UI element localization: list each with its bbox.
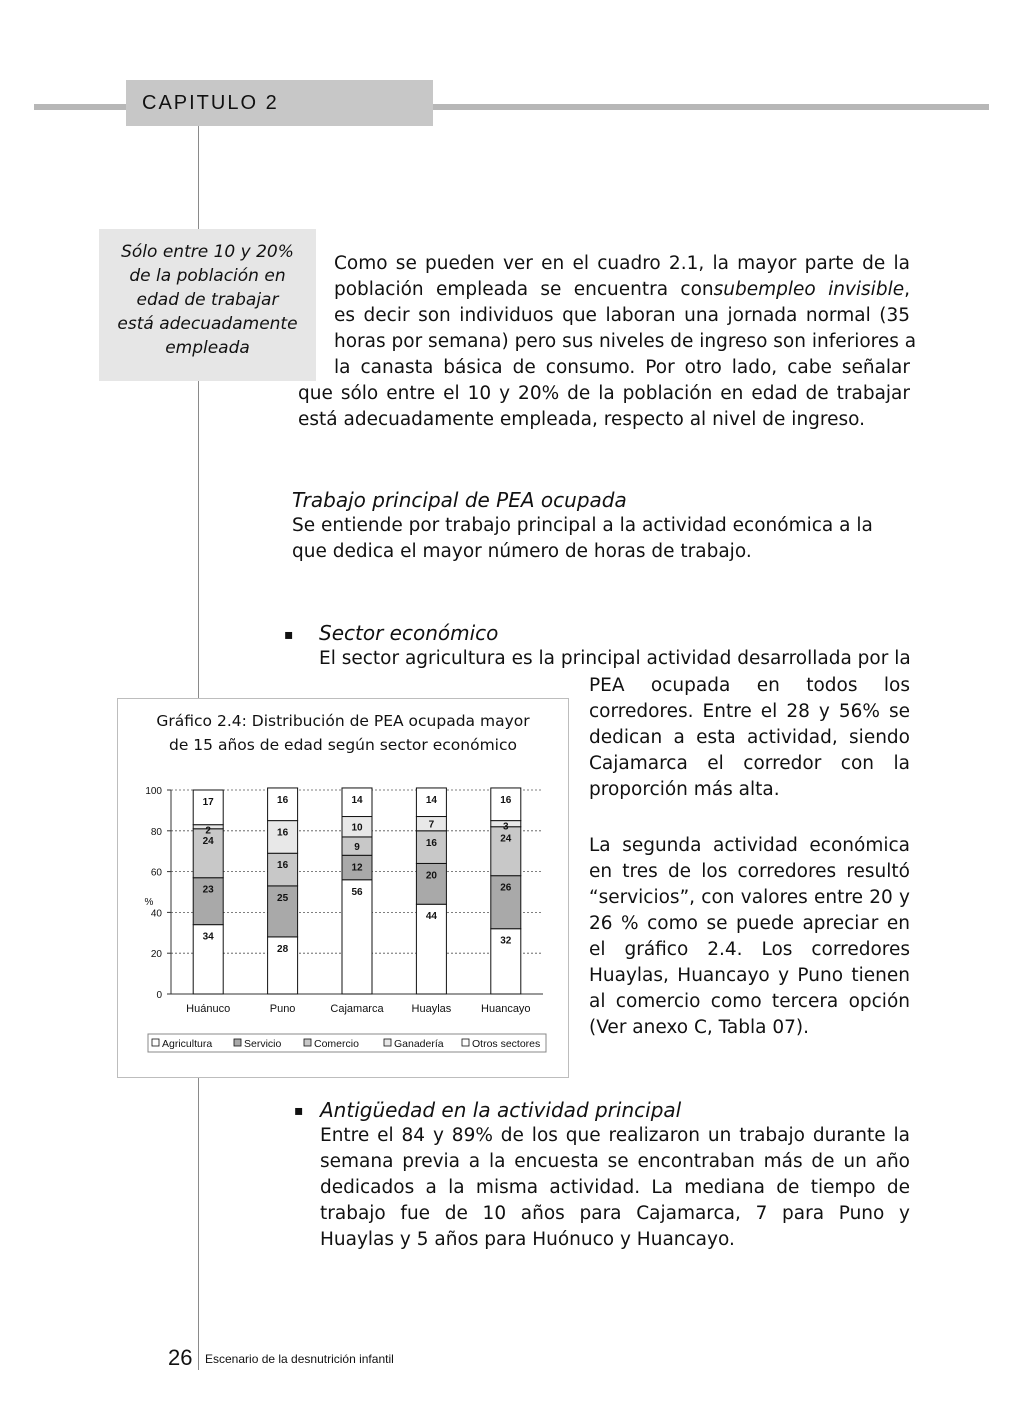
- sidebar-note-line: Sólo entre 10 y 20%: [121, 242, 294, 262]
- footer-title: Escenario de la desnutrición infantil: [205, 1352, 394, 1366]
- x-tick-label: Huaylas: [411, 1003, 452, 1015]
- section-heading: Sector económico: [319, 621, 499, 645]
- legend-label: Comercio: [314, 1038, 359, 1050]
- sector-line: dedican a esta actividad, siendo: [589, 727, 910, 748]
- sector-line: proporción más alta.: [589, 779, 780, 800]
- legend-label: Otros sectores: [472, 1038, 541, 1050]
- data-label: 32: [500, 935, 512, 947]
- data-label: 28: [277, 943, 289, 955]
- section-line: que dedica el mayor número de horas de trabajo.: [292, 541, 752, 562]
- sidebar-note: [99, 229, 316, 381]
- intro-line: que sólo entre el 10 y 20% de la población en edad de trabajar: [298, 383, 910, 404]
- intro-paragraph-continued: [298, 381, 910, 433]
- y-tick-label: 80: [150, 826, 162, 838]
- legend-swatch: [152, 1039, 159, 1046]
- data-label: 10: [351, 822, 363, 834]
- data-label: 16: [277, 794, 289, 806]
- data-label: 16: [425, 837, 437, 849]
- sidebar-note-line: edad de trabajar: [136, 290, 279, 310]
- intro-text: población empleada se encuentra con: [334, 279, 714, 300]
- section-sector-right-column-2: [589, 833, 910, 1041]
- intro-line: es decir son individuos que laboran una jornada normal (35: [334, 305, 910, 326]
- data-label: 7: [428, 819, 435, 831]
- legend-label: Ganadería: [394, 1038, 444, 1050]
- section-antiguedad: [320, 1097, 910, 1253]
- intro-text: ,: [904, 279, 910, 300]
- bullet-icon: ▪: [284, 627, 294, 643]
- section-heading: Trabajo principal de PEA ocupada: [292, 488, 627, 512]
- sector-line: “servicios”, con valores entre 20 y: [589, 887, 910, 908]
- antiguedad-line: Entre el 84 y 89% de los que realizaron un trabajo durante la: [320, 1125, 910, 1146]
- antiguedad-line: dedicados a la misma actividad. La mediana de tiempo de: [320, 1177, 910, 1198]
- section-trabajo: [292, 487, 912, 565]
- data-label: 3: [503, 821, 509, 833]
- margin-rule-top: [198, 126, 199, 229]
- legend-swatch: [384, 1039, 391, 1046]
- data-label: 2: [205, 825, 211, 837]
- antiguedad-line: Huaylas y 5 años para Huónuco y Huancayo.: [320, 1229, 735, 1250]
- sector-line: en tres de los corredores resultó: [589, 861, 910, 882]
- sector-line: el gráfico 2.4. Los corredores: [589, 939, 910, 960]
- legend-swatch: [304, 1039, 311, 1046]
- intro-line: Como se pueden ver en el cuadro 2.1, la mayor parte de la: [334, 253, 910, 274]
- sector-line: PEA ocupada en todos los: [589, 675, 910, 696]
- legend-label: Servicio: [244, 1038, 282, 1050]
- section-sector: [319, 620, 910, 672]
- sidebar-note-line: de la población en: [129, 266, 286, 286]
- sector-line: corredores. Entre el 28 y 56% se: [589, 701, 910, 722]
- section-heading: Antigüedad en la actividad principal: [320, 1098, 682, 1122]
- data-label: 24: [202, 835, 214, 847]
- x-tick-label: Puno: [269, 1003, 296, 1015]
- sector-line: Huaylas, Huancayo y Puno tienen: [589, 965, 910, 986]
- data-label: 17: [202, 797, 214, 808]
- data-label: 16: [277, 860, 289, 872]
- y-axis-label: %: [144, 897, 154, 908]
- data-label: 16: [277, 827, 289, 839]
- section-line: Se entiende por trabajo principal a la actividad económica a la: [292, 515, 873, 536]
- data-label: 14: [351, 794, 363, 806]
- intro-line: está adecuadamente empleada, respecto al nivel de ingreso.: [298, 409, 866, 430]
- y-tick-label: 20: [150, 949, 162, 961]
- sidebar-note-line: está adecuadamente: [117, 314, 298, 334]
- bullet-icon: ▪: [294, 1103, 304, 1119]
- header-rule-left: [34, 104, 126, 110]
- data-label: 23: [202, 884, 214, 896]
- data-label: 16: [500, 794, 512, 806]
- chapter-label: CAPITULO 2: [126, 80, 433, 126]
- data-label: 20: [425, 870, 437, 882]
- subempleo-term: subempleo invisible: [713, 279, 905, 300]
- intro-line: la canasta básica de consumo. Por otro lado, cabe señalar: [334, 357, 910, 378]
- y-tick-label: 60: [150, 867, 162, 879]
- intro-paragraph: [334, 251, 917, 381]
- section-line: El sector agricultura es la principal actividad desarrollada por la: [319, 648, 911, 669]
- x-tick-label: Huánuco: [186, 1003, 231, 1015]
- margin-rule-bottom: [198, 1078, 199, 1370]
- data-label: 44: [425, 911, 437, 923]
- data-label: 12: [351, 862, 363, 874]
- sector-line: (Ver anexo C, Tabla 07).: [589, 1017, 809, 1038]
- legend-swatch: [234, 1039, 241, 1046]
- antiguedad-line: semana previa a la encuesta se encontraban más de un año: [320, 1151, 910, 1172]
- chart-title-line-1: Gráfico 2.4: Distribución de PEA ocupada mayor: [156, 712, 530, 730]
- y-tick-label: 40: [150, 908, 162, 920]
- header-rule-right: [433, 104, 989, 110]
- page-number: 26: [168, 1345, 193, 1370]
- intro-line-emphasis: [334, 277, 910, 303]
- data-label: 14: [425, 794, 437, 806]
- sidebar-note-line: empleada: [165, 338, 250, 358]
- stacked-bar-chart: [118, 699, 568, 1077]
- y-tick-label: 100: [145, 786, 162, 797]
- sector-line: 26 % como se puede apreciar en: [589, 913, 910, 934]
- sector-line: al comercio como tercera opción: [589, 991, 910, 1012]
- chart-title-line-2: de 15 años de edad según sector económico: [169, 736, 517, 754]
- intro-line: horas por semana) pero sus niveles de ingreso son inferiores a: [334, 331, 917, 352]
- data-label: 26: [500, 882, 512, 894]
- sector-line: Cajamarca el corredor con la: [589, 753, 910, 774]
- margin-rule-middle: [198, 381, 199, 698]
- data-label: 25: [277, 892, 289, 904]
- x-tick-label: Huancayo: [481, 1003, 531, 1015]
- data-label: 34: [202, 931, 214, 943]
- legend-label: Agricultura: [162, 1038, 213, 1050]
- sector-line: La segunda actividad económica: [589, 835, 910, 856]
- legend-swatch: [462, 1039, 469, 1046]
- chart-figure: [117, 698, 569, 1078]
- y-tick-label: 0: [156, 990, 162, 1001]
- data-label: 56: [351, 886, 363, 898]
- antiguedad-line: trabajo fue de 10 años para Cajamarca, 7 para Puno y: [320, 1203, 910, 1224]
- section-sector-right-column: [589, 673, 910, 803]
- x-tick-label: Cajamarca: [330, 1003, 384, 1015]
- data-label: 24: [500, 833, 512, 845]
- data-label: 9: [354, 842, 360, 854]
